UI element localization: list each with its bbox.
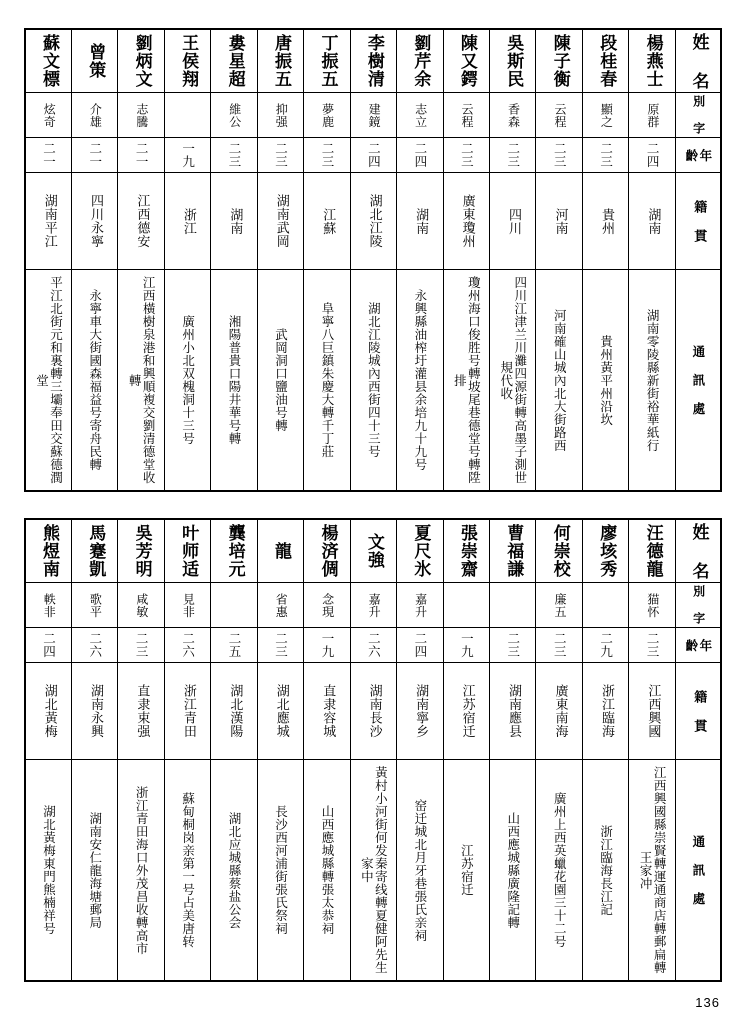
cell-origin: 直隶束强 [118,663,164,760]
cell-origin: 貴州 [582,173,628,270]
cell-address: 浙江青田海口外茂昌收轉高市 [118,760,164,982]
header-origin: 籍 貫 [675,173,721,270]
cell-name: 叶师适 [164,519,210,583]
cell-origin: 湖北江陵 [350,173,396,270]
cell-alias: 建鏡 [350,93,396,138]
cell-origin: 江苏宿迁 [443,663,489,760]
table-row-name [25,29,721,93]
cell-age: 一九 [304,628,350,663]
cell-address: 湖北应城縣蔡盐公会 [211,760,257,982]
cell-age: 二三 [443,138,489,173]
cell-alias: 香森 [490,93,536,138]
cell-origin: 湖南應县 [490,663,536,760]
cell-alias: 軼非 [25,583,71,628]
cell-name: 唐振五 [257,29,303,93]
header-name: 姓 名 [675,519,721,583]
cell-alias: 顯之 [582,93,628,138]
cell-origin: 江西德安 [118,173,164,270]
cell-address: 廣州小北双槐洞十三号 [164,270,210,492]
cell-age: 二三 [211,138,257,173]
cell-origin: 湖南 [629,173,675,270]
cell-alias: 云程 [443,93,489,138]
cell-age: 二六 [164,628,210,663]
cell-alias: 咸敏 [118,583,164,628]
cell-age: 一九 [443,628,489,663]
header-age: 年 齡 [675,138,721,173]
header-alias: 別 字 [675,583,721,628]
cell-age: 二一 [118,138,164,173]
cell-name: 段桂春 [582,29,628,93]
cell-address: 永興縣油榨圩灌县余培九十九号 [397,270,443,492]
header-address: 通 訊 處 [675,270,721,492]
cell-origin: 浙江臨海 [582,663,628,760]
table-row-age [25,628,721,663]
cell-address: 四川江津兰川灘四源街轉高墨子測世規代收 [490,270,536,492]
table-row-alias [25,93,721,138]
cell-name: 蘇文標 [25,29,71,93]
cell-address: 江西興國縣崇賢轉運通商店轉郵扁轉王家冲 [629,760,675,982]
cell-name: 劉炳文 [118,29,164,93]
cell-age: 二三 [582,138,628,173]
table-row-origin [25,663,721,760]
cell-alias: 嘉升 [397,583,443,628]
table-row-alias [25,583,721,628]
cell-alias: 炫奇 [25,93,71,138]
cell-address: 山西應城縣廣隆記轉 [490,760,536,982]
cell-age: 二六 [71,628,117,663]
cell-address: 窑迁城北月牙巷張氏亲祠 [397,760,443,982]
cell-alias: 夢鹿 [304,93,350,138]
roster-table-top [24,28,722,492]
cell-address: 瓊州海口俊胜号轉坡尾巷德堂号轉陞排 [443,270,489,492]
cell-origin: 四川 [490,173,536,270]
cell-address: 貴州黃平州沿坎 [582,270,628,492]
cell-alias: 抑强 [257,93,303,138]
table-row-address [25,760,721,982]
cell-alias [490,583,536,628]
cell-origin: 直隶容城 [304,663,350,760]
cell-age: 二一 [25,138,71,173]
cell-address: 河南確山城內北大街路西 [536,270,582,492]
cell-name: 婁星超 [211,29,257,93]
cell-age: 二三 [490,138,536,173]
cell-origin: 河南 [536,173,582,270]
cell-name: 龍 [257,519,303,583]
cell-address: 湖北江陵城內西街四十三号 [350,270,396,492]
cell-origin: 湖北漢陽 [211,663,257,760]
table-separator [24,492,722,518]
cell-name: 王侯翔 [164,29,210,93]
cell-origin: 湖南武岡 [257,173,303,270]
cell-origin: 湖南長沙 [350,663,396,760]
cell-address: 阜寧八巨鎮朱慶大轉千丁莊 [304,270,350,492]
table-row-name [25,519,721,583]
cell-name: 張崇齋 [443,519,489,583]
cell-name: 文強 [350,519,396,583]
cell-origin: 湖南平江 [25,173,71,270]
cell-name: 吳斯民 [490,29,536,93]
cell-origin: 江蘇 [304,173,350,270]
cell-address: 湖北黃梅東門熊楠祥号 [25,760,71,982]
cell-address: 平江北街元和裏轉三壩奉田交蘇德潤堂 [25,270,71,492]
cell-name: 陳子衡 [536,29,582,93]
cell-address: 湘陽普貴口陽井華号轉 [211,270,257,492]
cell-name: 汪德龍 [629,519,675,583]
cell-origin: 湖南 [211,173,257,270]
cell-address: 山西應城縣轉張太恭祠 [304,760,350,982]
cell-address: 長沙西河浦街張氏祭祠 [257,760,303,982]
cell-age: 二三 [536,138,582,173]
cell-age: 二四 [397,138,443,173]
cell-name: 馬蹇凱 [71,519,117,583]
cell-age: 二六 [350,628,396,663]
cell-age: 二四 [397,628,443,663]
cell-name: 劉芹余 [397,29,443,93]
cell-name: 李樹清 [350,29,396,93]
table-row-origin [25,173,721,270]
header-alias: 別 字 [675,93,721,138]
cell-alias: 志立 [397,93,443,138]
cell-alias [164,93,210,138]
header-age: 年 齡 [675,628,721,663]
cell-address: 蘇甸桐岗亲第一号占美唐转 [164,760,210,982]
cell-age: 一九 [164,138,210,173]
cell-alias: 猫怀 [629,583,675,628]
cell-age: 二三 [304,138,350,173]
cell-alias: 原群 [629,93,675,138]
cell-age: 二四 [25,628,71,663]
cell-address: 黃村小河街何发秦寄线轉夏健阿先生家中 [350,760,396,982]
header-name: 姓 名 [675,29,721,93]
cell-origin: 廣東南海 [536,663,582,760]
cell-address: 湖南零陵縣新街裕華紙行 [629,270,675,492]
cell-name: 楊済倜 [304,519,350,583]
cell-origin: 湖南 [397,173,443,270]
cell-age: 二一 [71,138,117,173]
roster-table-bottom [24,518,722,982]
cell-name: 陳又鍔 [443,29,489,93]
cell-alias: 介雄 [71,93,117,138]
cell-alias: 念現 [304,583,350,628]
cell-alias: 見非 [164,583,210,628]
cell-address: 浙江臨海長江記 [582,760,628,982]
cell-origin: 浙江青田 [164,663,210,760]
cell-address: 江苏宿迁 [443,760,489,982]
table-row-address [25,270,721,492]
cell-origin: 湖北黃梅 [25,663,71,760]
cell-origin: 廣東瓊州 [443,173,489,270]
cell-name: 何崇校 [536,519,582,583]
cell-age: 二三 [257,138,303,173]
cell-age: 二三 [118,628,164,663]
cell-age: 二三 [536,628,582,663]
cell-origin: 湖北應城 [257,663,303,760]
page-number: 136 [695,995,720,1010]
cell-origin: 湖南永興 [71,663,117,760]
cell-address: 湖南安仁龍海塘郵局 [71,760,117,982]
header-address: 通 訊 處 [675,760,721,982]
header-origin: 籍 貫 [675,663,721,760]
cell-address: 永寧車大街國森福益号寄舟民轉 [71,270,117,492]
cell-alias: 維公 [211,93,257,138]
cell-alias: 云程 [536,93,582,138]
cell-age: 二三 [257,628,303,663]
cell-alias: 廉五 [536,583,582,628]
cell-address: 廣州上西英蠟花園三十二号 [536,760,582,982]
cell-origin: 江西興國 [629,663,675,760]
cell-age: 二九 [582,628,628,663]
cell-name: 夏尺氷 [397,519,443,583]
cell-alias [443,583,489,628]
cell-name: 龔培元 [211,519,257,583]
cell-age: 二四 [350,138,396,173]
cell-name: 楊燕士 [629,29,675,93]
cell-alias [582,583,628,628]
cell-name: 曹福謙 [490,519,536,583]
cell-address: 江西橫樹泉港和興順複交劉清德堂收轉 [118,270,164,492]
cell-name: 曾策 [71,29,117,93]
cell-age: 二三 [490,628,536,663]
cell-origin: 浙江 [164,173,210,270]
cell-name: 熊煜南 [25,519,71,583]
cell-alias: 歌平 [71,583,117,628]
cell-age: 二三 [629,628,675,663]
cell-alias: 嘉升 [350,583,396,628]
cell-alias: 省惠 [257,583,303,628]
cell-name: 丁振五 [304,29,350,93]
cell-age: 二五 [211,628,257,663]
table-row-age [25,138,721,173]
cell-origin: 湖南寧乡 [397,663,443,760]
cell-alias [211,583,257,628]
cell-origin: 四川永寧 [71,173,117,270]
cell-address: 武岡洞口鹽油号轉 [257,270,303,492]
cell-name: 廖垓秀 [582,519,628,583]
cell-age: 二四 [629,138,675,173]
cell-name: 吳芳明 [118,519,164,583]
cell-alias: 志騰 [118,93,164,138]
